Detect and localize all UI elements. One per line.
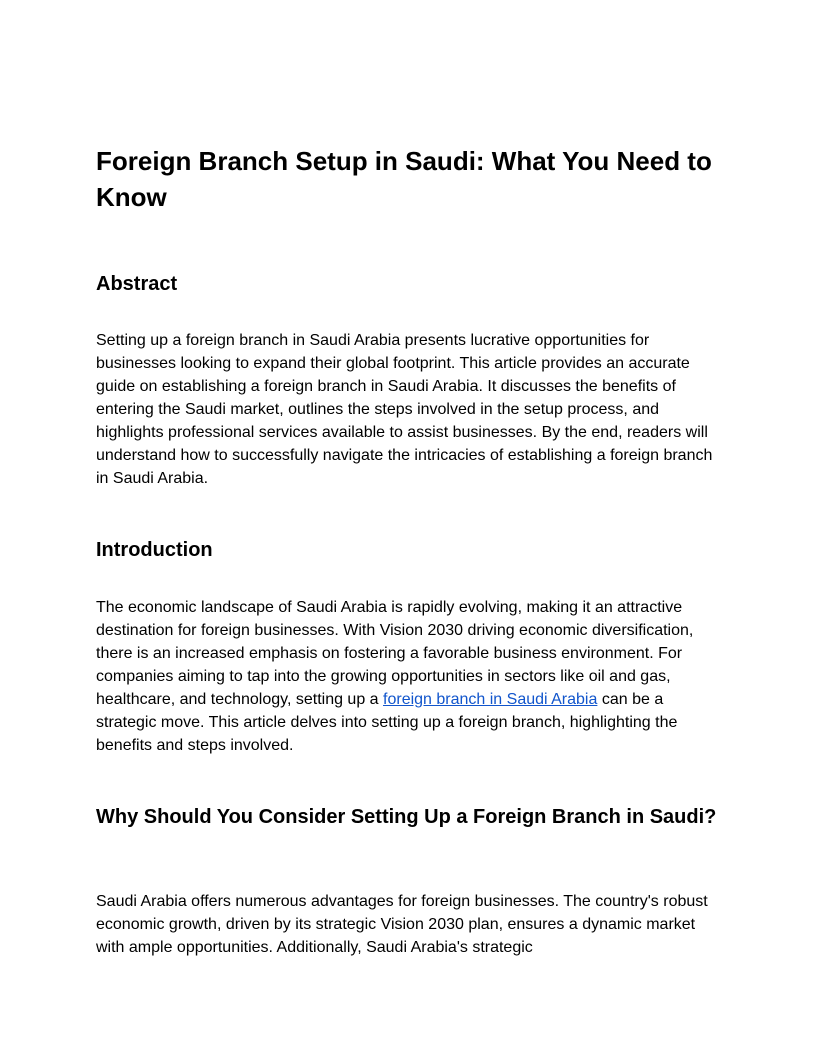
foreign-branch-link[interactable]: foreign branch in Saudi Arabia <box>383 691 598 708</box>
introduction-heading: Introduction <box>96 539 213 561</box>
abstract-paragraph: Setting up a foreign branch in Saudi Arabia presents lucrative opportunities for businesses looking to expand their global footprint. This article provides an accurate guide on establishing a foreign branch in Saudi Arabia. It discusses the benefits of entering the Saudi market, outlines the steps involved in the setup process, and highlights professional services available to assist businesses. By the end, readers will understand how to successfully navigate the intricacies of establishing a foreign branch in Saudi Arabia. <box>96 332 713 487</box>
document-title: Foreign Branch Setup in Saudi: What You Need to Know <box>96 146 712 212</box>
introduction-text-before-link: The economic landscape of Saudi Arabia is rapidly evolving, making it an attractive destination for foreign businesses. With Vision 2030 driving economic diversification, there is an increased emphasis on fostering a favorable business environment. For companies aiming to tap into the growing opportunities in sectors like oil and gas, healthcare, and technology, setting up a <box>96 599 694 708</box>
introduction-paragraph <box>96 596 720 757</box>
why-section-paragraph: Saudi Arabia offers numerous advantages for foreign businesses. The country's robust economic growth, driven by its strategic Vision 2030 plan, ensures a dynamic market with ample opportunities. Additionally, Saudi Arabia's strategic <box>96 893 708 956</box>
abstract-heading: Abstract <box>96 273 178 295</box>
why-section-heading: Why Should You Consider Setting Up a Foreign Branch in Saudi? <box>96 806 717 828</box>
introduction-text-after-link: can be a strategic move. This article delves into setting up a foreign branch, highlighting the benefits and steps involved. <box>96 691 678 754</box>
